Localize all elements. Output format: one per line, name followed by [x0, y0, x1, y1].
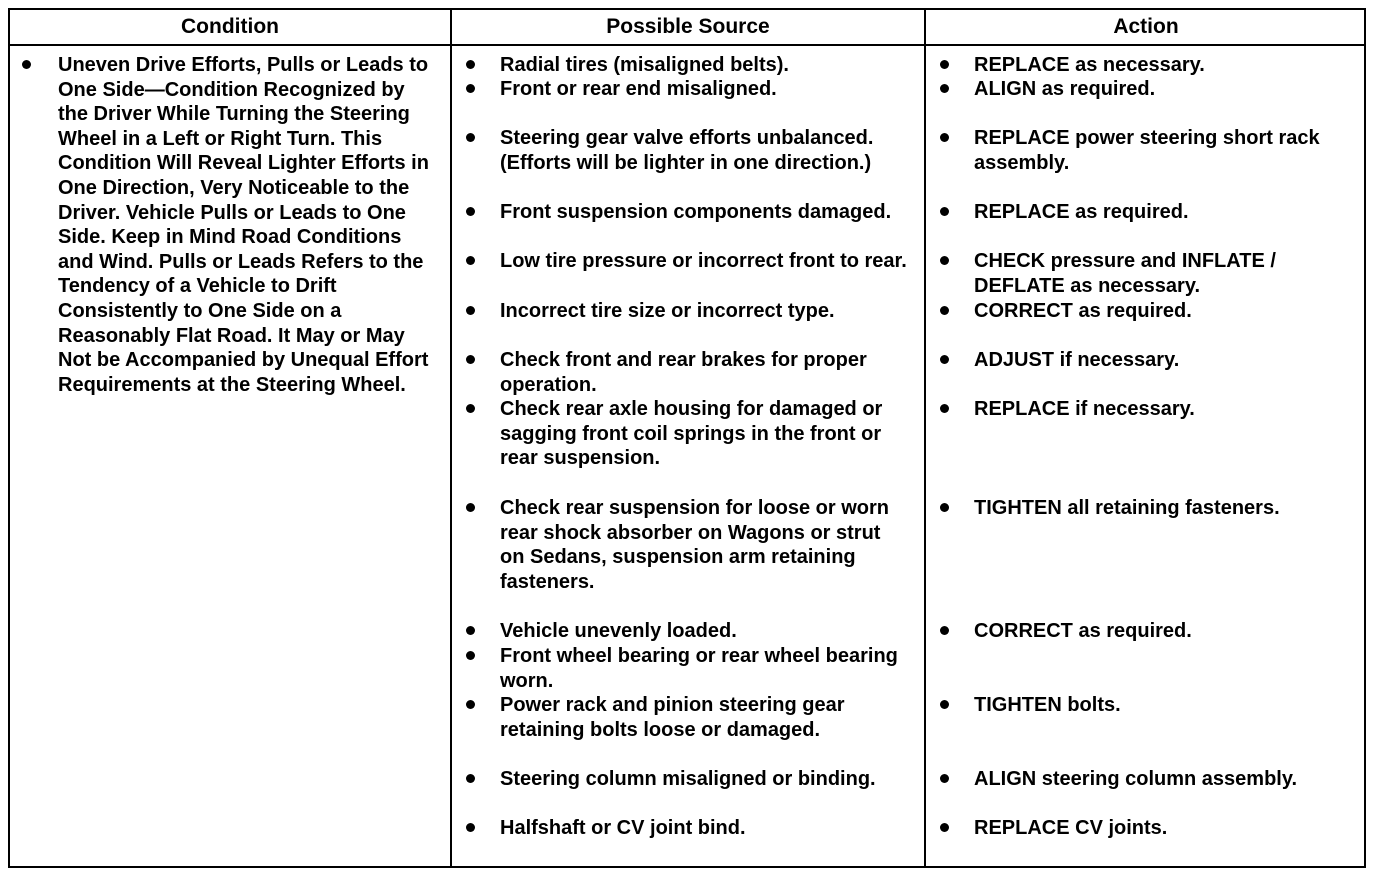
- source-bullet: [466, 355, 475, 364]
- action-bullet: [940, 404, 949, 413]
- source-item: Power rack and pinion steering gear retaining bolts loose or damaged.: [500, 694, 845, 741]
- source-item: Incorrect tire size or incorrect type.: [500, 300, 835, 322]
- action-bullet: [940, 626, 949, 635]
- source-bullet: [466, 306, 475, 315]
- source-bullet: [466, 626, 475, 635]
- header-divider: [10, 44, 1364, 46]
- source-item: Vehicle unevenly loaded.: [500, 620, 737, 642]
- source-bullet: [466, 133, 475, 142]
- diagnosis-table: [8, 8, 1366, 868]
- action-item: CORRECT as required.: [974, 300, 1192, 322]
- action-item: ALIGN as required.: [974, 78, 1156, 100]
- source-item: Check rear suspension for loose or worn rear shock absorber on Wagons or strut on Sedans, suspension arm retaining fasteners.: [500, 497, 889, 593]
- condition-text: Uneven Drive Efforts, Pulls or Leads to One Side—Condition Recognized by the Driver While Turning the Steering Wheel in a Left or Right Turn. This Condition Will Reveal Lighter Efforts in One Direction, Very Noticeable to the Driver. Vehicle Pulls or Leads to One Side. Keep in Mind Road Conditions and Wind. Pulls or Leads Refers to the Tendency of a Vehicle to Drift Consistently to One Side on a Reasonably Flat Road. It May or May Not be Accompanied by Unequal Effort Requirements at the Steering Wheel.: [58, 54, 429, 396]
- source-bullet: [466, 60, 475, 69]
- action-bullet: [940, 60, 949, 69]
- action-item: REPLACE as required.: [974, 201, 1189, 223]
- source-item: Steering column misaligned or binding.: [500, 768, 876, 790]
- action-bullet: [940, 84, 949, 93]
- source-item: Halfshaft or CV joint bind.: [500, 817, 746, 839]
- action-item: REPLACE as necessary.: [974, 54, 1205, 76]
- source-bullet: [466, 700, 475, 709]
- condition-bullet: [22, 60, 31, 69]
- source-item: Steering gear valve efforts unbalanced. (Efforts will be lighter in one direction.): [500, 127, 874, 174]
- source-item: Front or rear end misaligned.: [500, 78, 777, 100]
- source-bullet: [466, 207, 475, 216]
- header-condition: Condition: [181, 15, 279, 38]
- source-item: Low tire pressure or incorrect front to rear.: [500, 250, 907, 272]
- header-possible-source: Possible Source: [606, 15, 770, 38]
- source-bullet: [466, 503, 475, 512]
- action-item: REPLACE CV joints.: [974, 817, 1168, 839]
- source-item: Check front and rear brakes for proper operation.: [500, 349, 867, 396]
- action-bullet: [940, 133, 949, 142]
- source-item: Front suspension components damaged.: [500, 201, 892, 223]
- source-bullet: [466, 404, 475, 413]
- action-item: CHECK pressure and INFLATE / DEFLATE as necessary.: [974, 250, 1276, 297]
- action-bullet: [940, 823, 949, 832]
- header-action: Action: [1113, 15, 1179, 38]
- column-divider-2: [924, 10, 926, 866]
- action-bullet: [940, 503, 949, 512]
- source-bullet: [466, 651, 475, 660]
- action-bullet: [940, 355, 949, 364]
- action-item: TIGHTEN bolts.: [974, 694, 1121, 716]
- column-divider-1: [450, 10, 452, 866]
- action-item: CORRECT as required.: [974, 620, 1192, 642]
- action-bullet: [940, 774, 949, 783]
- action-item: REPLACE if necessary.: [974, 398, 1195, 420]
- source-item: Radial tires (misaligned belts).: [500, 54, 789, 76]
- action-item: TIGHTEN all retaining fasteners.: [974, 497, 1280, 519]
- action-item: REPLACE power steering short rack assembly.: [974, 127, 1320, 174]
- action-bullet: [940, 256, 949, 265]
- action-bullet: [940, 207, 949, 216]
- source-bullet: [466, 84, 475, 93]
- source-bullet: [466, 823, 475, 832]
- action-item: ADJUST if necessary.: [974, 349, 1180, 371]
- source-item: Front wheel bearing or rear wheel bearing worn.: [500, 645, 898, 692]
- source-bullet: [466, 256, 475, 265]
- action-item: ALIGN steering column assembly.: [974, 768, 1298, 790]
- action-bullet: [940, 306, 949, 315]
- source-item: Check rear axle housing for damaged or sagging front coil springs in the front or rear suspension.: [500, 398, 883, 470]
- source-bullet: [466, 774, 475, 783]
- action-bullet: [940, 700, 949, 709]
